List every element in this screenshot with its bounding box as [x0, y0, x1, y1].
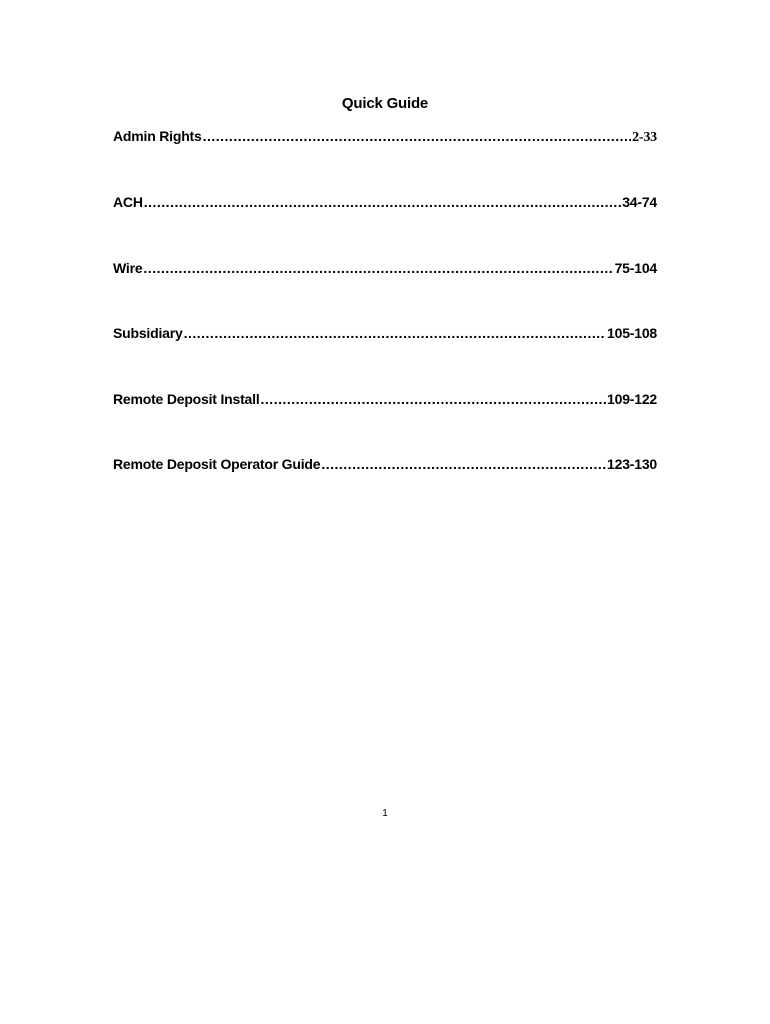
toc-entry-ach — [113, 194, 657, 214]
dot-leader — [321, 456, 606, 472]
dot-leader — [184, 325, 606, 341]
toc-entry-label: Admin Rights — [113, 128, 202, 144]
toc-entry-admin-rights — [113, 128, 657, 148]
toc-entry-pages: 109-122 — [607, 391, 657, 407]
toc-entry-label: Wire — [113, 260, 143, 276]
toc-entry-wire — [113, 260, 657, 280]
toc-entry-pages: 123-130 — [607, 456, 657, 472]
toc-entry-pages: 34-74 — [622, 194, 657, 210]
toc-entry-remote-deposit-install — [113, 391, 657, 411]
document-title: Quick Guide — [341, 95, 429, 112]
dot-leader — [144, 194, 621, 210]
dot-leader — [143, 260, 613, 276]
toc-entry-remote-deposit-operator-guide — [113, 456, 657, 476]
dot-leader — [261, 391, 606, 407]
toc-entry-label: Subsidiary — [113, 325, 183, 341]
toc-entry-label: ACH — [113, 194, 143, 210]
dot-leader — [203, 128, 632, 144]
page-number: 1 — [382, 808, 388, 819]
toc-entry-pages: 105-108 — [607, 325, 657, 341]
toc-entry-subsidiary — [113, 325, 657, 345]
toc-entry-pages: 75-104 — [614, 260, 657, 276]
toc-entry-label: Remote Deposit Install — [113, 391, 260, 407]
toc-entry-label: Remote Deposit Operator Guide — [113, 456, 321, 472]
toc-entry-pages: 2-33 — [632, 130, 657, 145]
